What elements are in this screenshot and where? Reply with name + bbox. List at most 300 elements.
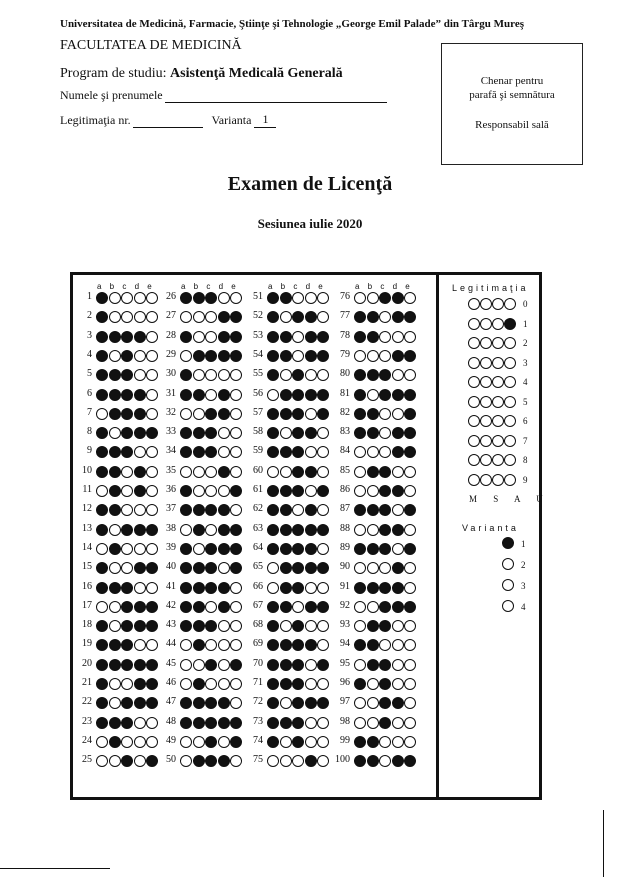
answer-bubble[interactable] xyxy=(205,582,217,594)
legitimatia-bubble[interactable] xyxy=(492,435,504,447)
answer-bubble[interactable] xyxy=(134,755,146,767)
legitimatia-bubble[interactable] xyxy=(492,318,504,330)
answer-bubble[interactable] xyxy=(280,408,292,420)
answer-bubble[interactable] xyxy=(280,717,292,729)
answer-bubble[interactable] xyxy=(121,582,133,594)
answer-bubble[interactable] xyxy=(354,678,366,690)
answer-bubble[interactable] xyxy=(292,427,304,439)
answer-bubble[interactable] xyxy=(379,427,391,439)
answer-bubble[interactable] xyxy=(379,292,391,304)
answer-bubble[interactable] xyxy=(392,350,404,362)
answer-bubble[interactable] xyxy=(305,562,317,574)
legitimatia-bubble[interactable] xyxy=(492,454,504,466)
answer-bubble[interactable] xyxy=(354,466,366,478)
answer-bubble[interactable] xyxy=(205,620,217,632)
legitimatia-bubble[interactable] xyxy=(504,337,516,349)
answer-bubble[interactable] xyxy=(109,485,121,497)
answer-bubble[interactable] xyxy=(280,446,292,458)
answer-bubble[interactable] xyxy=(404,292,416,304)
legitimatia-bubble[interactable] xyxy=(480,454,492,466)
answer-bubble[interactable] xyxy=(134,369,146,381)
answer-bubble[interactable] xyxy=(367,697,379,709)
answer-bubble[interactable] xyxy=(267,620,279,632)
answer-bubble[interactable] xyxy=(180,736,192,748)
legitimatia-bubble[interactable] xyxy=(504,474,516,486)
legitimatia-bubble[interactable] xyxy=(480,376,492,388)
answer-bubble[interactable] xyxy=(218,331,230,343)
answer-bubble[interactable] xyxy=(218,504,230,516)
answer-bubble[interactable] xyxy=(121,331,133,343)
varianta-bubble[interactable] xyxy=(502,579,514,591)
answer-bubble[interactable] xyxy=(392,543,404,555)
answer-bubble[interactable] xyxy=(379,736,391,748)
answer-bubble[interactable] xyxy=(121,485,133,497)
answer-bubble[interactable] xyxy=(392,755,404,767)
legitimatia-bubble[interactable] xyxy=(480,298,492,310)
answer-bubble[interactable] xyxy=(292,543,304,555)
answer-bubble[interactable] xyxy=(379,331,391,343)
answer-bubble[interactable] xyxy=(267,408,279,420)
answer-bubble[interactable] xyxy=(96,601,108,613)
answer-bubble[interactable] xyxy=(109,717,121,729)
legitimatia-bubble[interactable] xyxy=(492,474,504,486)
answer-bubble[interactable] xyxy=(379,524,391,536)
answer-bubble[interactable] xyxy=(280,331,292,343)
answer-bubble[interactable] xyxy=(280,659,292,671)
answer-bubble[interactable] xyxy=(354,717,366,729)
answer-bubble[interactable] xyxy=(134,697,146,709)
answer-bubble[interactable] xyxy=(404,736,416,748)
answer-bubble[interactable] xyxy=(305,601,317,613)
answer-bubble[interactable] xyxy=(392,331,404,343)
answer-bubble[interactable] xyxy=(109,466,121,478)
answer-bubble[interactable] xyxy=(218,446,230,458)
legitimatia-bubble[interactable] xyxy=(480,396,492,408)
answer-bubble[interactable] xyxy=(292,408,304,420)
answer-bubble[interactable] xyxy=(404,717,416,729)
answer-bubble[interactable] xyxy=(280,543,292,555)
answer-bubble[interactable] xyxy=(109,601,121,613)
answer-bubble[interactable] xyxy=(267,427,279,439)
answer-bubble[interactable] xyxy=(367,659,379,671)
answer-bubble[interactable] xyxy=(134,389,146,401)
answer-bubble[interactable] xyxy=(193,524,205,536)
answer-bubble[interactable] xyxy=(354,389,366,401)
answer-bubble[interactable] xyxy=(305,311,317,323)
legitimatia-bubble[interactable] xyxy=(468,337,480,349)
answer-bubble[interactable] xyxy=(109,639,121,651)
answer-bubble[interactable] xyxy=(193,408,205,420)
answer-bubble[interactable] xyxy=(121,659,133,671)
answer-bubble[interactable] xyxy=(404,601,416,613)
answer-bubble[interactable] xyxy=(134,446,146,458)
answer-bubble[interactable] xyxy=(218,601,230,613)
answer-bubble[interactable] xyxy=(193,543,205,555)
answer-bubble[interactable] xyxy=(367,504,379,516)
answer-bubble[interactable] xyxy=(392,601,404,613)
answer-bubble[interactable] xyxy=(392,292,404,304)
answer-bubble[interactable] xyxy=(367,736,379,748)
answer-bubble[interactable] xyxy=(305,659,317,671)
answer-bubble[interactable] xyxy=(218,678,230,690)
legitimatia-bubble[interactable] xyxy=(504,454,516,466)
answer-bubble[interactable] xyxy=(367,369,379,381)
answer-bubble[interactable] xyxy=(354,582,366,594)
answer-bubble[interactable] xyxy=(205,524,217,536)
answer-bubble[interactable] xyxy=(305,466,317,478)
answer-bubble[interactable] xyxy=(367,562,379,574)
answer-bubble[interactable] xyxy=(267,582,279,594)
answer-bubble[interactable] xyxy=(280,755,292,767)
answer-bubble[interactable] xyxy=(205,331,217,343)
answer-bubble[interactable] xyxy=(218,717,230,729)
answer-bubble[interactable] xyxy=(193,350,205,362)
answer-bubble[interactable] xyxy=(109,678,121,690)
answer-bubble[interactable] xyxy=(367,446,379,458)
answer-bubble[interactable] xyxy=(96,466,108,478)
answer-bubble[interactable] xyxy=(180,466,192,478)
answer-bubble[interactable] xyxy=(392,408,404,420)
legitimatia-bubble[interactable] xyxy=(480,357,492,369)
answer-bubble[interactable] xyxy=(392,389,404,401)
answer-bubble[interactable] xyxy=(180,659,192,671)
answer-bubble[interactable] xyxy=(280,562,292,574)
legitimatia-bubble[interactable] xyxy=(504,298,516,310)
answer-bubble[interactable] xyxy=(134,582,146,594)
answer-bubble[interactable] xyxy=(379,717,391,729)
answer-bubble[interactable] xyxy=(367,524,379,536)
answer-bubble[interactable] xyxy=(367,639,379,651)
answer-bubble[interactable] xyxy=(367,466,379,478)
answer-bubble[interactable] xyxy=(205,485,217,497)
answer-bubble[interactable] xyxy=(109,755,121,767)
answer-bubble[interactable] xyxy=(379,466,391,478)
answer-bubble[interactable] xyxy=(96,659,108,671)
answer-bubble[interactable] xyxy=(292,717,304,729)
answer-bubble[interactable] xyxy=(96,292,108,304)
answer-bubble[interactable] xyxy=(367,485,379,497)
answer-bubble[interactable] xyxy=(218,311,230,323)
answer-bubble[interactable] xyxy=(404,620,416,632)
answer-bubble[interactable] xyxy=(180,678,192,690)
answer-bubble[interactable] xyxy=(305,620,317,632)
answer-bubble[interactable] xyxy=(134,311,146,323)
answer-bubble[interactable] xyxy=(109,369,121,381)
answer-bubble[interactable] xyxy=(367,427,379,439)
answer-bubble[interactable] xyxy=(267,659,279,671)
answer-bubble[interactable] xyxy=(193,601,205,613)
answer-bubble[interactable] xyxy=(193,736,205,748)
answer-bubble[interactable] xyxy=(267,678,279,690)
answer-bubble[interactable] xyxy=(193,369,205,381)
answer-bubble[interactable] xyxy=(180,292,192,304)
answer-bubble[interactable] xyxy=(354,331,366,343)
answer-bubble[interactable] xyxy=(218,466,230,478)
answer-bubble[interactable] xyxy=(96,389,108,401)
answer-bubble[interactable] xyxy=(109,408,121,420)
answer-bubble[interactable] xyxy=(180,620,192,632)
answer-bubble[interactable] xyxy=(379,582,391,594)
answer-bubble[interactable] xyxy=(404,408,416,420)
answer-bubble[interactable] xyxy=(392,678,404,690)
answer-bubble[interactable] xyxy=(109,736,121,748)
answer-bubble[interactable] xyxy=(193,620,205,632)
answer-bubble[interactable] xyxy=(134,524,146,536)
answer-bubble[interactable] xyxy=(109,659,121,671)
answer-bubble[interactable] xyxy=(379,485,391,497)
answer-bubble[interactable] xyxy=(367,543,379,555)
answer-bubble[interactable] xyxy=(392,466,404,478)
answer-bubble[interactable] xyxy=(354,620,366,632)
answer-bubble[interactable] xyxy=(218,639,230,651)
answer-bubble[interactable] xyxy=(404,389,416,401)
answer-bubble[interactable] xyxy=(354,601,366,613)
answer-bubble[interactable] xyxy=(267,485,279,497)
answer-bubble[interactable] xyxy=(180,524,192,536)
answer-bubble[interactable] xyxy=(180,582,192,594)
answer-bubble[interactable] xyxy=(305,717,317,729)
answer-bubble[interactable] xyxy=(367,620,379,632)
answer-bubble[interactable] xyxy=(218,755,230,767)
answer-bubble[interactable] xyxy=(280,736,292,748)
answer-bubble[interactable] xyxy=(367,331,379,343)
answer-bubble[interactable] xyxy=(305,639,317,651)
answer-bubble[interactable] xyxy=(96,427,108,439)
answer-bubble[interactable] xyxy=(267,717,279,729)
answer-bubble[interactable] xyxy=(96,582,108,594)
legitimatia-bubble[interactable] xyxy=(492,337,504,349)
answer-bubble[interactable] xyxy=(305,369,317,381)
legitimatia-bubble[interactable] xyxy=(468,396,480,408)
answer-bubble[interactable] xyxy=(280,524,292,536)
answer-bubble[interactable] xyxy=(180,543,192,555)
answer-bubble[interactable] xyxy=(404,485,416,497)
answer-bubble[interactable] xyxy=(205,350,217,362)
answer-bubble[interactable] xyxy=(367,755,379,767)
answer-bubble[interactable] xyxy=(392,446,404,458)
answer-bubble[interactable] xyxy=(305,350,317,362)
answer-bubble[interactable] xyxy=(218,697,230,709)
answer-bubble[interactable] xyxy=(134,350,146,362)
answer-bubble[interactable] xyxy=(280,601,292,613)
answer-bubble[interactable] xyxy=(193,562,205,574)
answer-bubble[interactable] xyxy=(367,350,379,362)
answer-bubble[interactable] xyxy=(121,717,133,729)
legitimatia-bubble[interactable] xyxy=(468,318,480,330)
answer-bubble[interactable] xyxy=(121,389,133,401)
answer-bubble[interactable] xyxy=(180,350,192,362)
answer-bubble[interactable] xyxy=(404,350,416,362)
legitimatia-bubble[interactable] xyxy=(492,376,504,388)
answer-bubble[interactable] xyxy=(292,678,304,690)
answer-bubble[interactable] xyxy=(392,697,404,709)
answer-bubble[interactable] xyxy=(134,485,146,497)
answer-bubble[interactable] xyxy=(379,620,391,632)
answer-bubble[interactable] xyxy=(109,350,121,362)
answer-bubble[interactable] xyxy=(292,659,304,671)
legitimatia-bubble[interactable] xyxy=(492,415,504,427)
answer-bubble[interactable] xyxy=(109,427,121,439)
answer-bubble[interactable] xyxy=(354,427,366,439)
legitimatia-bubble[interactable] xyxy=(504,357,516,369)
answer-bubble[interactable] xyxy=(292,350,304,362)
varianta-bubble[interactable] xyxy=(502,558,514,570)
answer-bubble[interactable] xyxy=(109,562,121,574)
answer-bubble[interactable] xyxy=(392,485,404,497)
answer-bubble[interactable] xyxy=(280,678,292,690)
answer-bubble[interactable] xyxy=(134,639,146,651)
answer-bubble[interactable] xyxy=(121,408,133,420)
legitimatia-bubble[interactable] xyxy=(504,396,516,408)
answer-bubble[interactable] xyxy=(96,408,108,420)
answer-bubble[interactable] xyxy=(205,736,217,748)
answer-bubble[interactable] xyxy=(392,736,404,748)
answer-bubble[interactable] xyxy=(180,331,192,343)
answer-bubble[interactable] xyxy=(354,543,366,555)
answer-bubble[interactable] xyxy=(267,543,279,555)
answer-bubble[interactable] xyxy=(392,659,404,671)
answer-bubble[interactable] xyxy=(205,659,217,671)
answer-bubble[interactable] xyxy=(379,601,391,613)
answer-bubble[interactable] xyxy=(218,369,230,381)
answer-bubble[interactable] xyxy=(292,292,304,304)
legitimatia-bubble[interactable] xyxy=(468,474,480,486)
answer-bubble[interactable] xyxy=(292,485,304,497)
answer-bubble[interactable] xyxy=(134,408,146,420)
answer-bubble[interactable] xyxy=(218,292,230,304)
varianta-bubble[interactable] xyxy=(502,537,514,549)
answer-bubble[interactable] xyxy=(367,389,379,401)
answer-bubble[interactable] xyxy=(292,736,304,748)
answer-bubble[interactable] xyxy=(392,369,404,381)
answer-bubble[interactable] xyxy=(267,350,279,362)
answer-bubble[interactable] xyxy=(218,350,230,362)
answer-bubble[interactable] xyxy=(109,331,121,343)
answer-bubble[interactable] xyxy=(109,389,121,401)
answer-bubble[interactable] xyxy=(218,620,230,632)
answer-bubble[interactable] xyxy=(96,543,108,555)
legitimatia-bubble[interactable] xyxy=(480,415,492,427)
answer-bubble[interactable] xyxy=(193,389,205,401)
answer-bubble[interactable] xyxy=(96,524,108,536)
answer-bubble[interactable] xyxy=(218,427,230,439)
answer-bubble[interactable] xyxy=(379,408,391,420)
answer-bubble[interactable] xyxy=(109,620,121,632)
answer-bubble[interactable] xyxy=(134,562,146,574)
answer-bubble[interactable] xyxy=(109,582,121,594)
answer-bubble[interactable] xyxy=(280,369,292,381)
answer-bubble[interactable] xyxy=(267,331,279,343)
answer-bubble[interactable] xyxy=(379,389,391,401)
answer-bubble[interactable] xyxy=(193,331,205,343)
answer-bubble[interactable] xyxy=(134,736,146,748)
answer-bubble[interactable] xyxy=(96,331,108,343)
answer-bubble[interactable] xyxy=(96,485,108,497)
varianta-bubble[interactable] xyxy=(502,600,514,612)
answer-bubble[interactable] xyxy=(280,350,292,362)
answer-bubble[interactable] xyxy=(267,466,279,478)
answer-bubble[interactable] xyxy=(193,659,205,671)
legitimatia-bubble[interactable] xyxy=(468,357,480,369)
answer-bubble[interactable] xyxy=(134,292,146,304)
answer-bubble[interactable] xyxy=(96,620,108,632)
answer-bubble[interactable] xyxy=(379,350,391,362)
answer-bubble[interactable] xyxy=(121,466,133,478)
answer-bubble[interactable] xyxy=(280,389,292,401)
answer-bubble[interactable] xyxy=(193,292,205,304)
answer-bubble[interactable] xyxy=(267,524,279,536)
answer-bubble[interactable] xyxy=(205,427,217,439)
answer-bubble[interactable] xyxy=(392,504,404,516)
answer-bubble[interactable] xyxy=(193,446,205,458)
answer-bubble[interactable] xyxy=(205,466,217,478)
answer-bubble[interactable] xyxy=(134,427,146,439)
answer-bubble[interactable] xyxy=(218,562,230,574)
legitimatia-bubble[interactable] xyxy=(468,298,480,310)
answer-bubble[interactable] xyxy=(404,582,416,594)
legitimatia-bubble[interactable] xyxy=(504,376,516,388)
answer-bubble[interactable] xyxy=(367,311,379,323)
answer-bubble[interactable] xyxy=(205,717,217,729)
answer-bubble[interactable] xyxy=(404,678,416,690)
answer-bubble[interactable] xyxy=(180,485,192,497)
answer-bubble[interactable] xyxy=(354,408,366,420)
answer-bubble[interactable] xyxy=(218,543,230,555)
id-field[interactable] xyxy=(133,127,203,128)
answer-bubble[interactable] xyxy=(109,524,121,536)
answer-bubble[interactable] xyxy=(280,582,292,594)
answer-bubble[interactable] xyxy=(121,524,133,536)
answer-bubble[interactable] xyxy=(404,427,416,439)
answer-bubble[interactable] xyxy=(280,311,292,323)
answer-bubble[interactable] xyxy=(205,601,217,613)
answer-bubble[interactable] xyxy=(121,601,133,613)
answer-bubble[interactable] xyxy=(180,717,192,729)
answer-bubble[interactable] xyxy=(109,697,121,709)
legitimatia-bubble[interactable] xyxy=(492,396,504,408)
answer-bubble[interactable] xyxy=(205,408,217,420)
answer-bubble[interactable] xyxy=(134,620,146,632)
answer-bubble[interactable] xyxy=(205,543,217,555)
answer-bubble[interactable] xyxy=(292,524,304,536)
answer-bubble[interactable] xyxy=(354,524,366,536)
answer-bubble[interactable] xyxy=(218,524,230,536)
answer-bubble[interactable] xyxy=(96,678,108,690)
answer-bubble[interactable] xyxy=(121,543,133,555)
answer-bubble[interactable] xyxy=(305,582,317,594)
answer-bubble[interactable] xyxy=(193,639,205,651)
answer-bubble[interactable] xyxy=(134,601,146,613)
answer-bubble[interactable] xyxy=(193,504,205,516)
answer-bubble[interactable] xyxy=(392,311,404,323)
answer-bubble[interactable] xyxy=(280,620,292,632)
answer-bubble[interactable] xyxy=(193,427,205,439)
answer-bubble[interactable] xyxy=(392,717,404,729)
answer-bubble[interactable] xyxy=(292,582,304,594)
answer-bubble[interactable] xyxy=(305,504,317,516)
answer-bubble[interactable] xyxy=(96,717,108,729)
answer-bubble[interactable] xyxy=(193,466,205,478)
answer-bubble[interactable] xyxy=(367,582,379,594)
answer-bubble[interactable] xyxy=(134,504,146,516)
answer-bubble[interactable] xyxy=(121,292,133,304)
answer-bubble[interactable] xyxy=(292,620,304,632)
answer-bubble[interactable] xyxy=(193,678,205,690)
answer-bubble[interactable] xyxy=(292,331,304,343)
answer-bubble[interactable] xyxy=(305,331,317,343)
answer-bubble[interactable] xyxy=(392,562,404,574)
answer-bubble[interactable] xyxy=(305,427,317,439)
